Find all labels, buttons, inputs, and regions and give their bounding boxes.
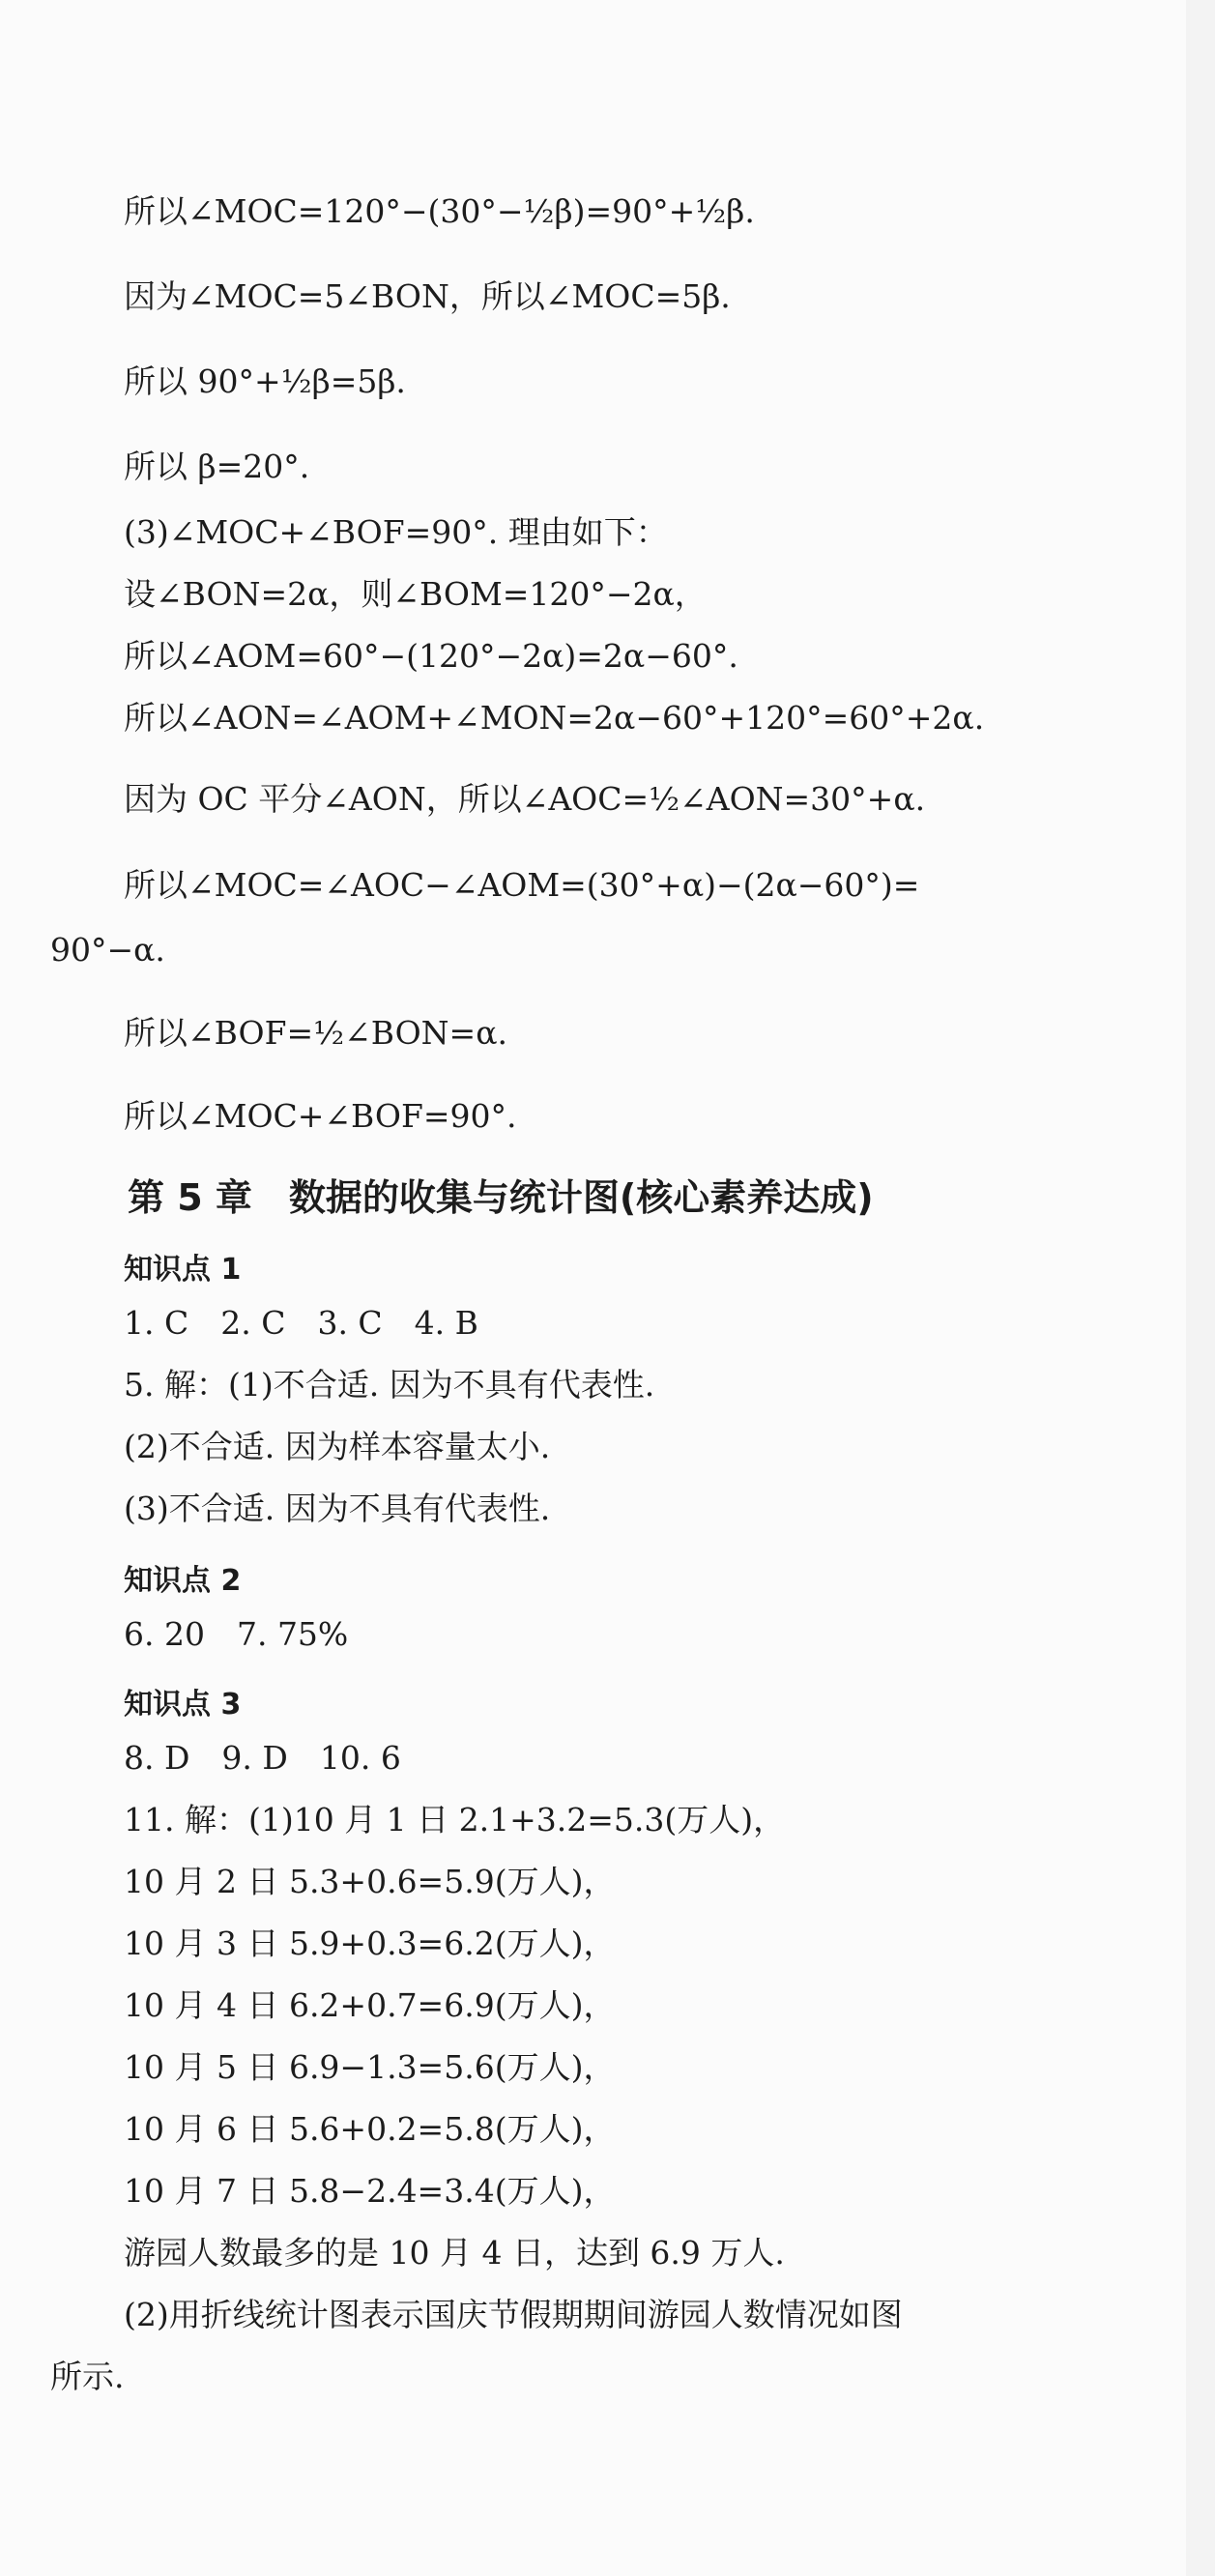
question-11-line: 10 月 7 日 5.8−2.4=3.4(万人)， (124, 2172, 616, 2210)
question-5-part-2: (2)不合适. 因为样本容量太小. (124, 1428, 551, 1465)
question-11-line: 游园人数最多的是 10 月 4 日，达到 6.9 万人. (124, 2234, 785, 2272)
answers-row-1: 1. C 2. C 3. C 4. B (124, 1304, 478, 1342)
question-5: 5. 解：(1)不合适. 因为不具有代表性. (124, 1366, 655, 1404)
question-11-part-2: (2)用折线统计图表示国庆节假期期间游园人数情况如图 (124, 2296, 903, 2333)
text-line: 所以 β=20°. (124, 448, 310, 485)
text-line: 所以∠AOM=60°−(120°−2α)=2α−60°. (124, 637, 738, 675)
question-11-line: 10 月 6 日 5.6+0.2=5.8(万人)， (124, 2110, 616, 2148)
answers-row-2: 6. 20 7. 75% (124, 1615, 349, 1653)
knowledge-point-3: 知识点 3 (124, 1688, 242, 1722)
text-line: (3)∠MOC+∠BOF=90°. 理由如下： (124, 513, 668, 551)
chapter-title: 第 5 章 数据的收集与统计图(核心素养达成) (128, 1176, 874, 1219)
answers-row-3: 8. D 9. D 10. 6 (124, 1739, 401, 1777)
text-line: 设∠BON=2α，则∠BOM=120°−2α， (124, 575, 707, 613)
text-line: 90°−α. (50, 931, 165, 969)
question-5-part-3: (3)不合适. 因为不具有代表性. (124, 1490, 551, 1527)
question-11-line: 10 月 5 日 6.9−1.3=5.6(万人)， (124, 2048, 616, 2086)
question-11-line: 10 月 3 日 5.9+0.3=6.2(万人)， (124, 1925, 616, 1962)
question-11: 11. 解：(1)10 月 1 日 2.1+3.2=5.3(万人)， (124, 1801, 786, 1838)
text-line: 所以∠MOC+∠BOF=90°. (124, 1097, 517, 1135)
question-11-line: 10 月 4 日 6.2+0.7=6.9(万人)， (124, 1986, 616, 2024)
text-line: 所以∠MOC=∠AOC−∠AOM=(30°+α)−(2α−60°)= (124, 866, 920, 904)
text-line: 因为 OC 平分∠AON，所以∠AOC=½∠AON=30°+α. (124, 780, 926, 818)
text-line: 因为∠MOC=5∠BON，所以∠MOC=5β. (124, 277, 731, 315)
knowledge-point-2: 知识点 2 (124, 1564, 242, 1598)
question-11-part-2-cont: 所示. (50, 2358, 125, 2395)
text-line: 所以 90°+½β=5β. (124, 362, 406, 400)
text-line: 所以∠BOF=½∠BON=α. (124, 1014, 507, 1052)
text-line: 所以∠AON=∠AOM+∠MON=2α−60°+120°=60°+2α. (124, 699, 985, 737)
question-11-line: 10 月 2 日 5.3+0.6=5.9(万人)， (124, 1863, 616, 1900)
knowledge-point-1: 知识点 1 (124, 1253, 242, 1287)
page-edge (1186, 0, 1215, 2576)
text-line: 所以∠MOC=120°−(30°−½β)=90°+½β. (124, 192, 755, 230)
